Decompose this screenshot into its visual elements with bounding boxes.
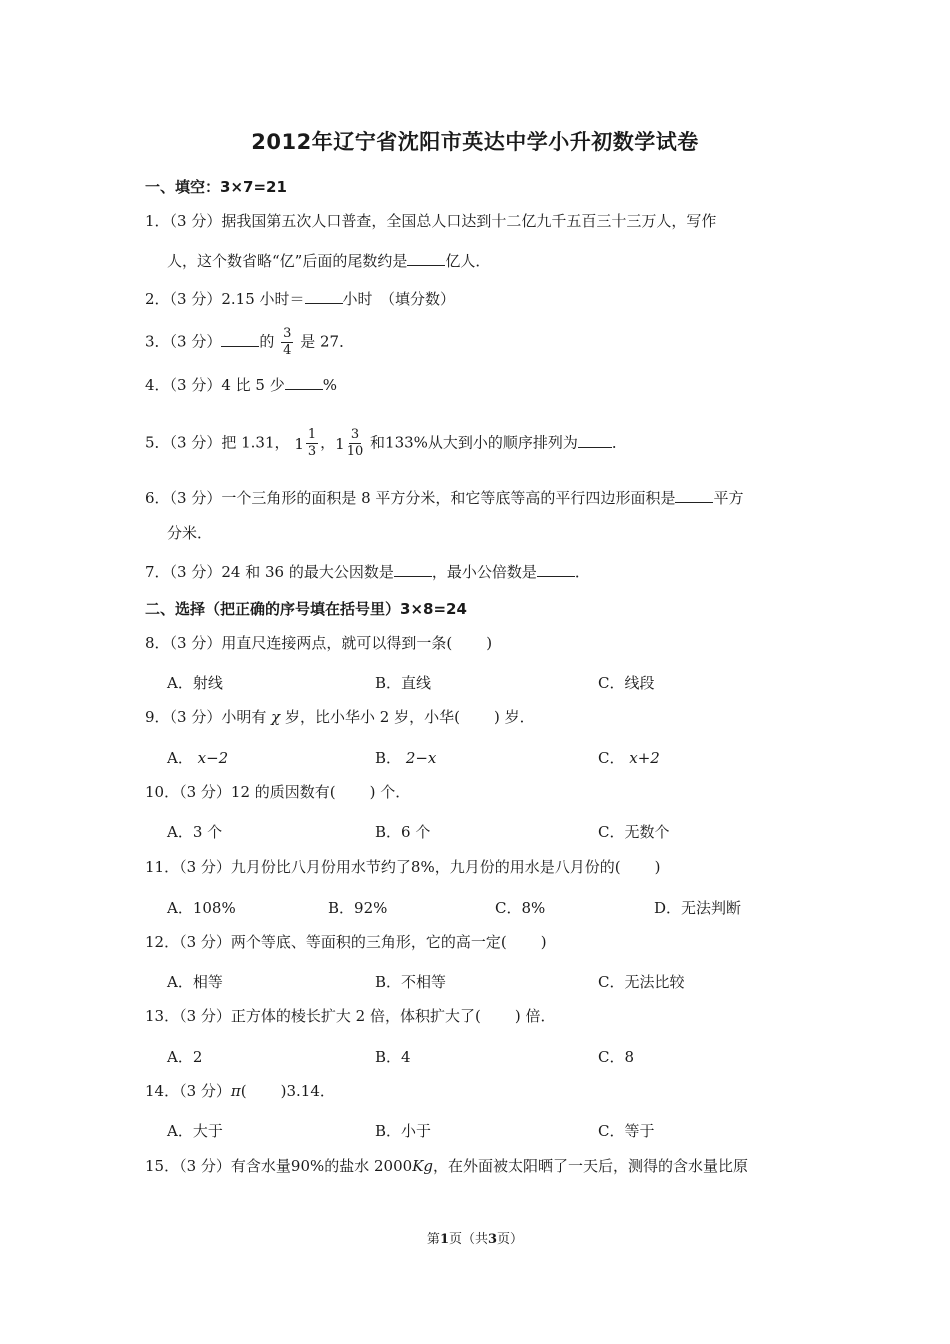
mixed-number: 1 $\frac{1}{3}$ xyxy=(294,427,317,459)
question-13: 13．（3 分）正方体的棱长扩大 2 倍，体积扩大了( ) 倍． xyxy=(145,1007,556,1025)
answer-blank xyxy=(394,560,432,577)
question-1-continued: 人，这个数省略“亿”后面的尾数约是 亿人． xyxy=(167,249,490,271)
page-title: 2012年辽宁省沈阳市英达中学小升初数学试卷 xyxy=(251,130,699,154)
question-6: 6．（3 分）一个三角形的面积是 8 平方分米，和它等底等高的平行四边形面积是 平方 xyxy=(145,486,743,508)
option-b: B．6 个 xyxy=(375,823,431,841)
option-d: D．无法判断 xyxy=(654,899,742,917)
option-a: A．大于 xyxy=(167,1122,223,1140)
question-9: 9．（3 分）小明有 χ 岁，比小华小 2 岁，小华( ) 岁． xyxy=(145,708,535,726)
option-a: A．108% xyxy=(167,899,236,917)
section-heading-fill-blank: 一、填空：3×7=21 xyxy=(145,178,287,196)
question-14: 14．（3 分）π( )3.14． xyxy=(145,1082,335,1100)
option-c: C．线段 xyxy=(598,674,655,692)
question-15: 15．（3 分）有含水量90%的盐水 2000Kg，在外面被太阳晒了一天后，测得的含水量比原 xyxy=(145,1157,749,1175)
option-b: B． 2−x xyxy=(375,749,437,767)
question-3: 3．（3 分） 的 $\frac{3}{4}$ 是 27． xyxy=(145,326,355,358)
option-a: A．相等 xyxy=(167,973,223,991)
option-c: C．8% xyxy=(495,899,546,917)
option-c: C．等于 xyxy=(598,1122,655,1140)
answer-blank xyxy=(407,249,445,266)
answer-blank xyxy=(305,287,343,304)
question-5: 5．（3 分）把 1.31， 1 $\frac{1}{3}$ ， 1 $\frac{3}{10}$ 和133%从大到小的顺序排列为 ． xyxy=(145,427,627,459)
question-8: 8．（3 分）用直尺连接两点，就可以得到一条( ) xyxy=(145,634,493,652)
option-a: A．3 个 xyxy=(167,823,223,841)
option-c: C．无数个 xyxy=(598,823,670,841)
answer-blank xyxy=(537,560,575,577)
question-6-continued: 分米． xyxy=(167,524,213,542)
answer-blank xyxy=(675,486,713,503)
option-b: B．92% xyxy=(328,899,388,917)
option-a: A． x−2 xyxy=(167,749,229,767)
option-a: A．2 xyxy=(167,1048,203,1066)
question-2: 2．（3 分）2.15 小时＝ 小时 （填分数） xyxy=(145,287,455,309)
question-7: 7．（3 分）24 和 36 的最大公因数是 ，最小公倍数是 ． xyxy=(145,560,590,582)
question-4: 4．（3 分）4 比 5 少 % xyxy=(145,373,337,395)
question-12: 12．（3 分）两个等底、等面积的三角形，它的高一定( ) xyxy=(145,933,547,951)
page-footer: 第1页（共3页） xyxy=(426,1232,524,1247)
option-c: C． x+2 xyxy=(598,749,660,767)
option-b: B．4 xyxy=(375,1048,411,1066)
answer-blank xyxy=(578,431,612,448)
option-c: C．无法比较 xyxy=(598,973,685,991)
question-1: 1．（3 分）据我国第五次人口普查，全国总人口达到十二亿九千五百三十三万人，写作 xyxy=(145,212,717,230)
question-10: 10．（3 分）12 的质因数有( ) 个． xyxy=(145,783,411,801)
section-heading-choice: 二、选择（把正确的序号填在括号里）3×8=24 xyxy=(145,600,467,618)
option-a: A．射线 xyxy=(167,674,223,692)
option-b: B．小于 xyxy=(375,1122,432,1140)
question-11: 11．（3 分）九月份比八月份用水节约了8%，九月份的用水是八月份的( ) xyxy=(145,858,661,876)
fraction: $\frac{3}{4}$ xyxy=(283,326,292,358)
option-c: C．8 xyxy=(598,1048,635,1066)
mixed-number: 1 $\frac{3}{10}$ xyxy=(335,427,364,459)
option-b: B．不相等 xyxy=(375,973,447,991)
answer-blank xyxy=(221,330,259,347)
option-b: B．直线 xyxy=(375,674,432,692)
answer-blank xyxy=(285,373,323,390)
